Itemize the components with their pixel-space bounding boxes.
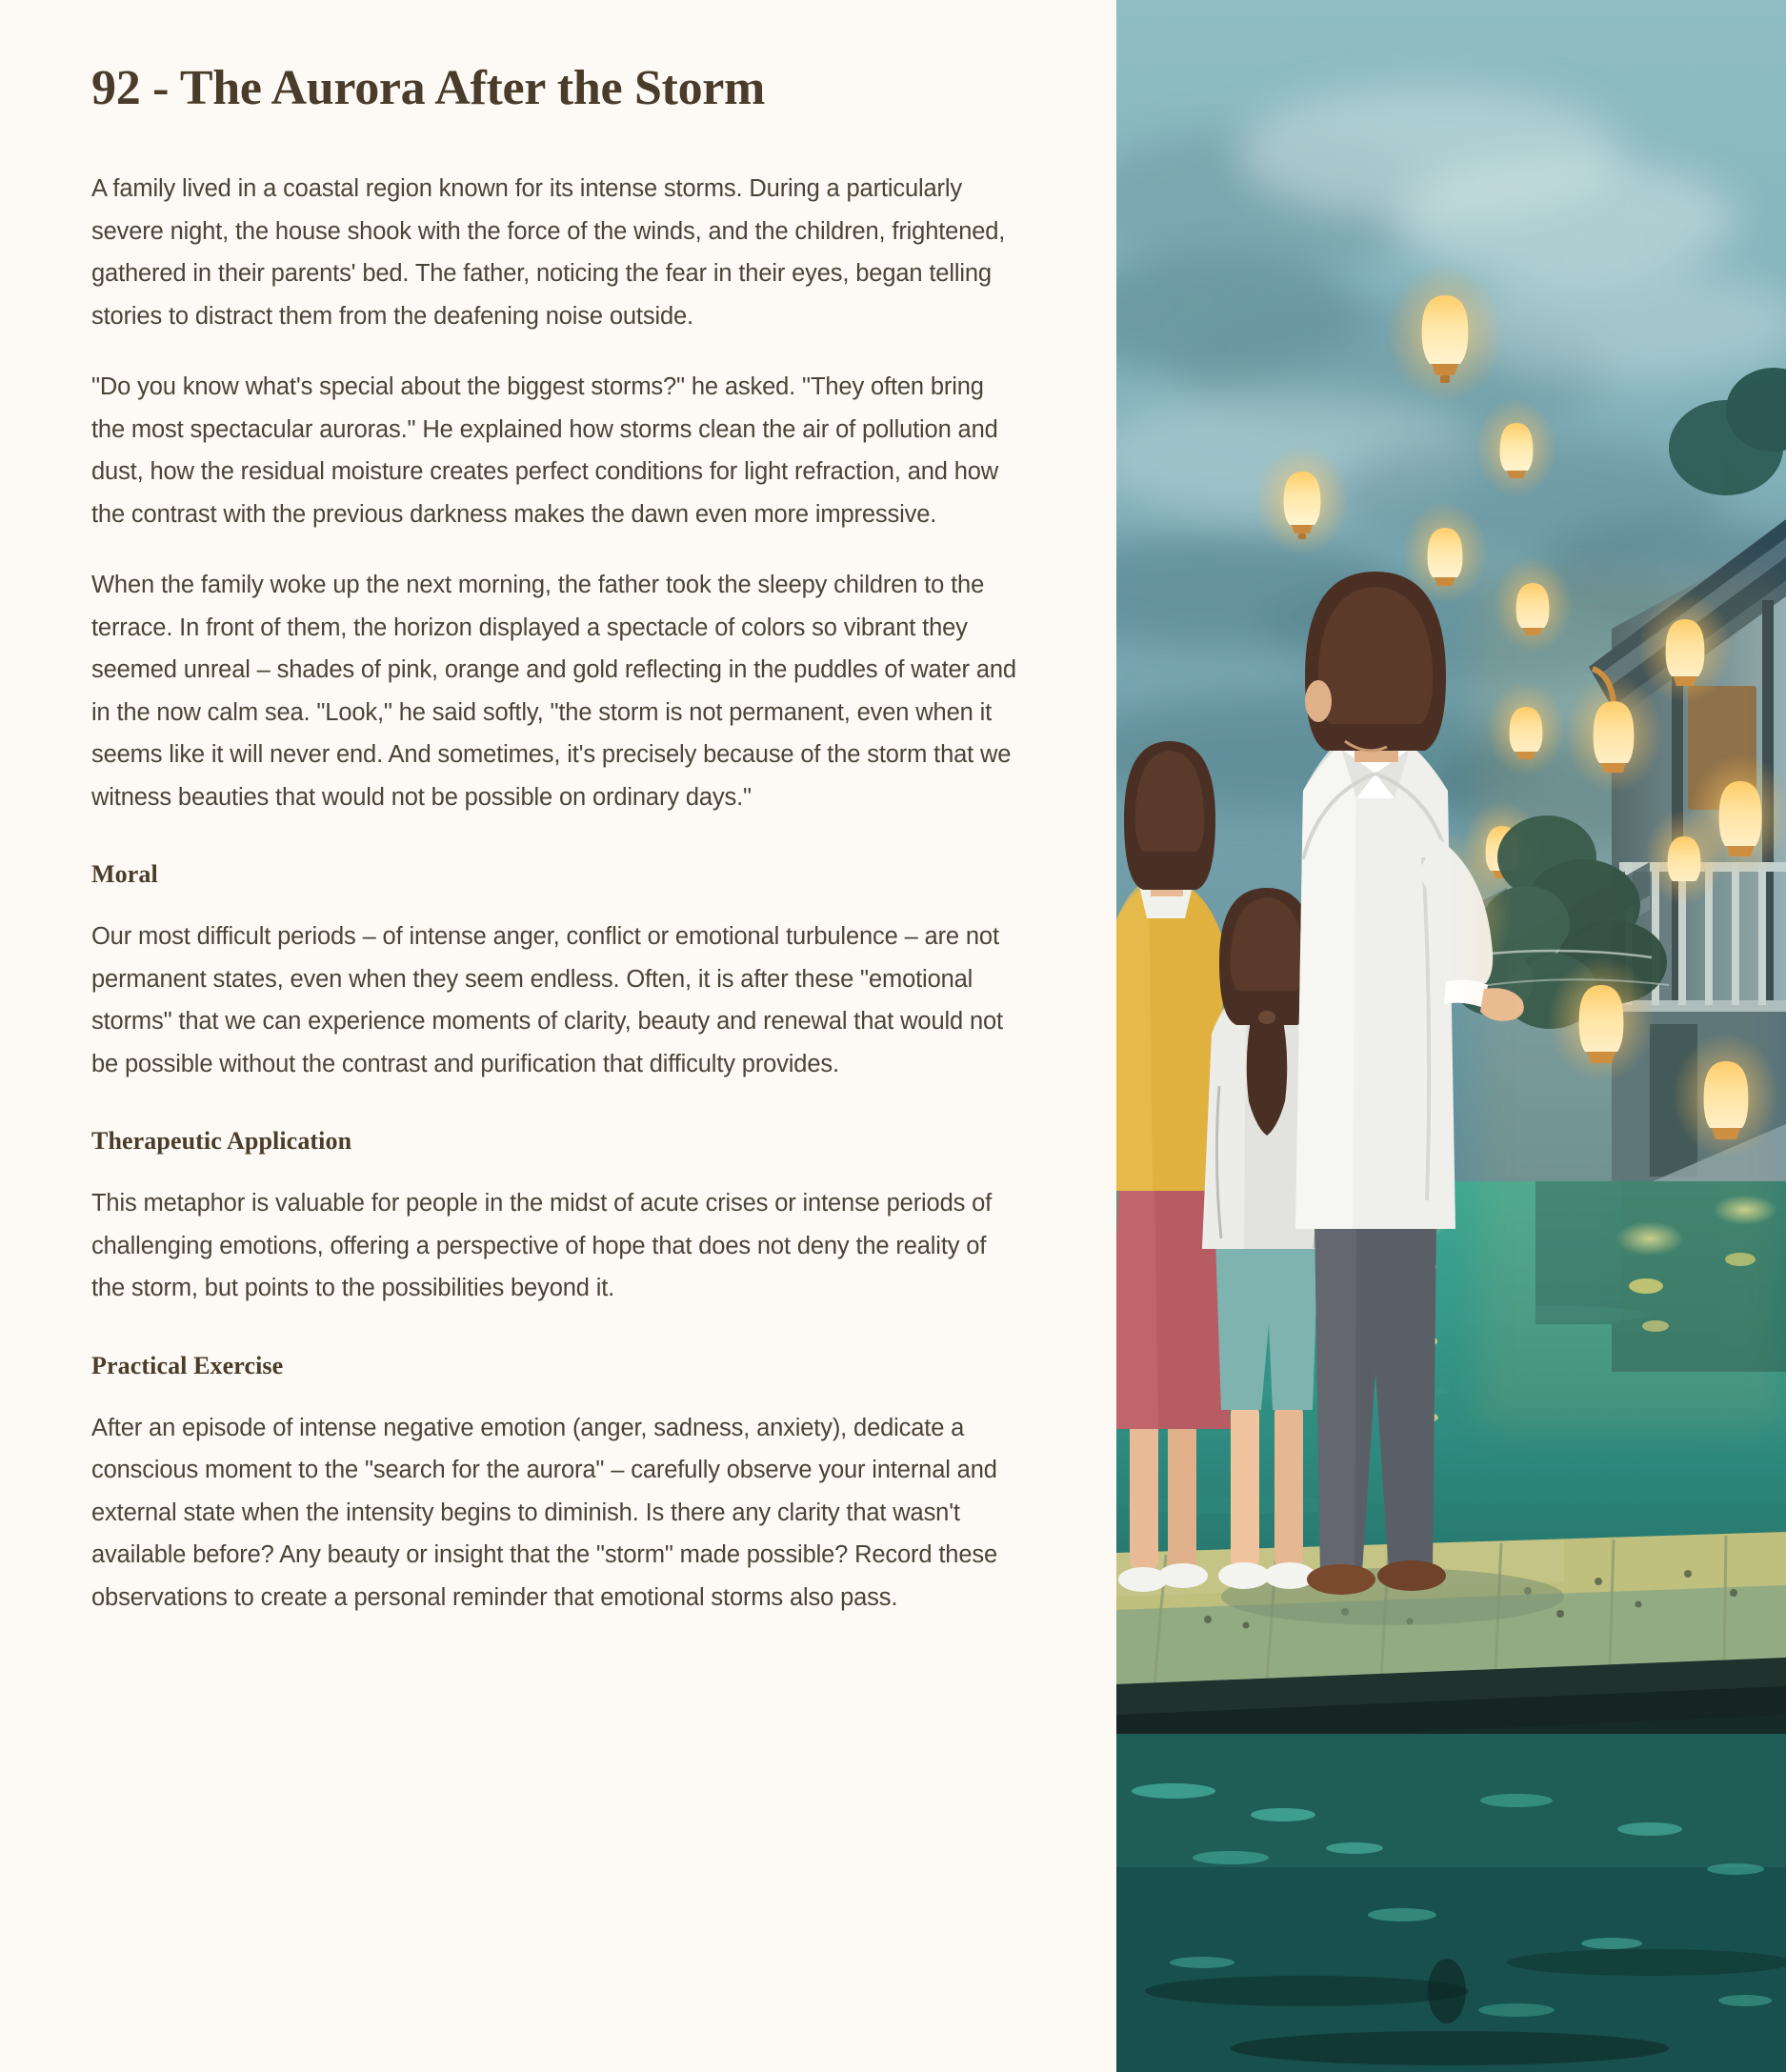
story-paragraph: When the family woke up the next morning, the father took the sleepy children to the terrace. In front of them, the horizon displayed a spectacle of colors so vibrant they seemed unreal – shades of pink, orange and gold reflecting in the puddles of water and in the now calm sea. "Look," he said softly, "the storm is not permanent, even when it seems like it will never end. And sometimes, it's precisely because of the storm that we witness beauties that would not be possible on ordinary days." xyxy=(91,572,1016,811)
section-body-therapeutic-application: This metaphor is valuable for people in the midst of acute crises or intense periods of challenging emotions, offering a perspective of hope that does not deny the reality of the storm, but points to the possibilities beyond it. xyxy=(91,1190,993,1302)
story-paragraph: "Do you know what's special about the biggest storms?" he asked. "They often bring the most spectacular auroras." He explained how storms clean the air of pollution and dust, how the residual moisture creates perfect conditions for light refraction, and how the contrast with the previous darkness makes the dawn even more impressive. xyxy=(91,373,999,528)
section-body-practical-exercise: After an episode of intense negative emotion (anger, sadness, anxiety), dedicate a conscious moment to the "search for the aurora" – carefully observe your internal and external state when the intensity begins to diminish. Is there any clarity that wasn't available before? Any beauty or insight that the "storm" made possible? Record these observations to create a personal reminder that emotional storms also pass. xyxy=(91,1414,997,1611)
dock-platform xyxy=(1116,1532,1786,1762)
story-illustration xyxy=(1116,0,1786,2072)
sky-lantern xyxy=(1254,445,1350,555)
sky-lantern xyxy=(1475,398,1558,497)
section-heading-moral: Moral xyxy=(91,860,158,889)
section-heading-practical-exercise: Practical Exercise xyxy=(91,1351,284,1379)
section-heading-therapeutic-application: Therapeutic Application xyxy=(91,1127,352,1156)
sky-lantern xyxy=(1386,265,1504,402)
page-title: 92 - The Aurora After the Storm xyxy=(91,61,766,115)
section-body-moral: Our most difficult periods – of intense anger, conflict or emotional turbulence – are not permanent states, even when they seem endless. Often, it is after these "emotional storms" that we can experience moments of clarity, beauty and renewal that would not be possible without the contrast and purification that difficulty provides. xyxy=(91,923,1003,1077)
story-paragraph: A family lived in a coastal region known for its intense storms. During a particularly severe night, the house shook with the force of the winds, and the children, frightened, gathered in their parents' bed. The father, noticing the fear in their eyes, began telling stories to distract them from the deafening noise outside. xyxy=(91,175,1006,330)
